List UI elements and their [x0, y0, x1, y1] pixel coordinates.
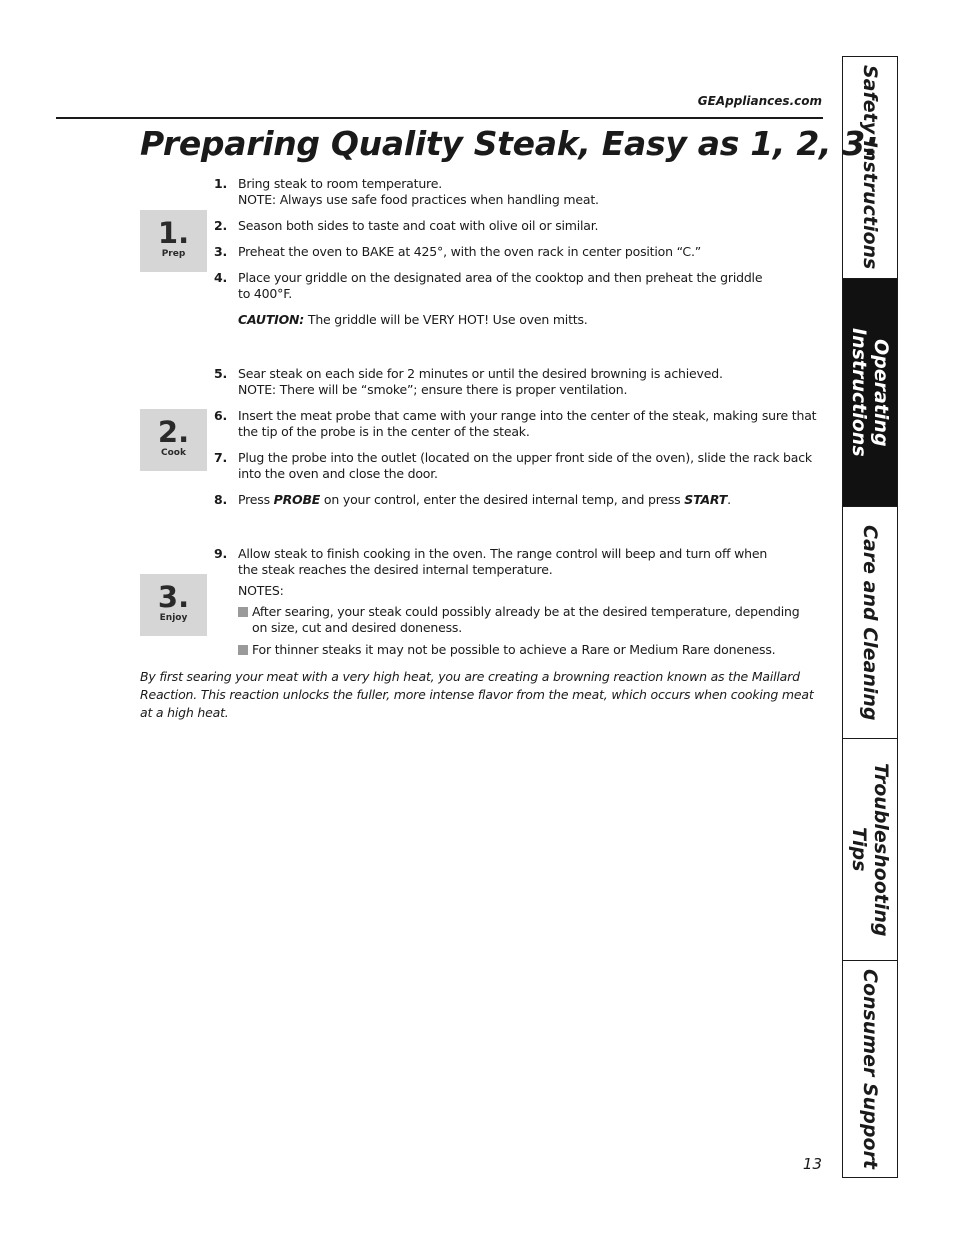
- step-text: Preheat the oven to BAKE at 425°, with the oven rack in center position “C.”: [238, 244, 701, 259]
- page-title: Preparing Quality Steak, Easy as 1, 2, 3:: [140, 124, 878, 163]
- step-text-cont: the steak reaches the desired internal temperature.: [238, 562, 553, 577]
- tab-label: Consumer Support: [859, 969, 881, 1169]
- start-keyword: START: [684, 492, 728, 507]
- site-url: GEAppliances.com: [697, 94, 822, 108]
- step-text: Season both sides to taste and coat with olive oil or similar.: [238, 218, 599, 233]
- step-item: [214, 244, 818, 260]
- step-item: [214, 450, 818, 482]
- note-bullet: [238, 642, 818, 658]
- tab-consumer-support[interactable]: [843, 961, 897, 1177]
- step-item: [214, 270, 818, 328]
- step-number: 2.: [214, 218, 228, 233]
- step-number: 4.: [214, 270, 228, 285]
- badge-number: 1.: [157, 216, 190, 250]
- step-number: 1.: [214, 176, 228, 191]
- step-text-part: Press: [238, 492, 274, 507]
- note-text: For thinner steaks it may not be possible to achieve a Rare or Medium Rare doneness.: [252, 642, 776, 657]
- step-note: NOTE: Always use safe food practices when handling meat.: [238, 192, 599, 207]
- badge-label: Cook: [161, 448, 186, 458]
- step-text: Insert the meat probe that came with your range into the center of the steak, making sure that the tip of the probe is in the center of the steak.: [238, 408, 817, 439]
- step-text: Sear steak on each side for 2 minutes or until the desired browning is achieved.: [238, 366, 723, 381]
- note-bullet: [238, 604, 818, 636]
- square-bullet-icon: [238, 645, 248, 655]
- header-rule: [56, 117, 823, 119]
- section-tabs: [842, 56, 898, 1178]
- step-text: [238, 492, 818, 508]
- step-text-part: on your control, enter the desired internal temp, and press: [320, 492, 685, 507]
- badge-number: 2.: [157, 415, 190, 449]
- square-bullet-icon: [238, 607, 248, 617]
- tab-troubleshooting-tips[interactable]: [843, 739, 897, 961]
- step-number: 8.: [214, 492, 228, 507]
- closing-paragraph: By first searing your meat with a very high heat, you are creating a browning reaction known as the Maillard Reaction. This reaction unlocks the fuller, more intense flavor from the meat, which occurs when cooking meat at a high heat.: [140, 669, 814, 720]
- notes-heading: NOTES:: [238, 583, 284, 598]
- step-text-cont: to 400°F.: [238, 286, 292, 301]
- step-note: NOTE: There will be “smoke”; ensure there is proper ventilation.: [238, 382, 628, 397]
- badge-label: Enjoy: [159, 613, 188, 623]
- step-number: 7.: [214, 450, 228, 465]
- badge-number: 3.: [157, 580, 190, 614]
- step-item: [214, 492, 818, 508]
- caution-label: CAUTION:: [238, 312, 305, 327]
- caution-note: [238, 312, 818, 328]
- caution-text: The griddle will be VERY HOT! Use oven mitts.: [304, 312, 588, 327]
- tab-care-and-cleaning[interactable]: [843, 507, 897, 739]
- step-number: 5.: [214, 366, 228, 381]
- step-number: 9.: [214, 546, 228, 561]
- step-text: Allow steak to finish cooking in the oven. The range control will beep and turn off when: [238, 546, 768, 561]
- step-number: 3.: [214, 244, 228, 259]
- step-item: [214, 366, 818, 398]
- step-item: [214, 176, 818, 208]
- step-text: Plug the probe into the outlet (located on the upper front side of the oven), slide the rack back into the oven and close the door.: [238, 450, 812, 481]
- step-item: [214, 218, 818, 234]
- badge-cook: [140, 409, 207, 471]
- probe-keyword: PROBE: [273, 492, 321, 507]
- step-text: Place your griddle on the designated area of the cooktop and then preheat the griddle: [238, 270, 763, 285]
- tab-operating-instructions[interactable]: [843, 279, 897, 507]
- tab-label: Safety Instructions: [859, 65, 881, 270]
- step-text-part: .: [727, 492, 731, 507]
- tab-label: Troubleshooting Tips: [848, 762, 892, 937]
- note-text: After searing, your steak could possibly already be at the desired temperature, depending on size, cut and desired doneness.: [252, 604, 800, 635]
- step-item: [214, 546, 818, 599]
- badge-prep: [140, 210, 207, 272]
- page-number: 13: [802, 1155, 822, 1173]
- badge-label: Prep: [161, 249, 186, 259]
- step-number: 6.: [214, 408, 228, 423]
- tab-label: Operating Instructions: [848, 328, 892, 457]
- tab-safety-instructions[interactable]: [843, 57, 897, 279]
- tab-label: Care and Cleaning: [859, 524, 881, 721]
- badge-enjoy: [140, 574, 207, 636]
- step-item: [214, 408, 818, 440]
- step-text: Bring steak to room temperature.: [238, 176, 442, 191]
